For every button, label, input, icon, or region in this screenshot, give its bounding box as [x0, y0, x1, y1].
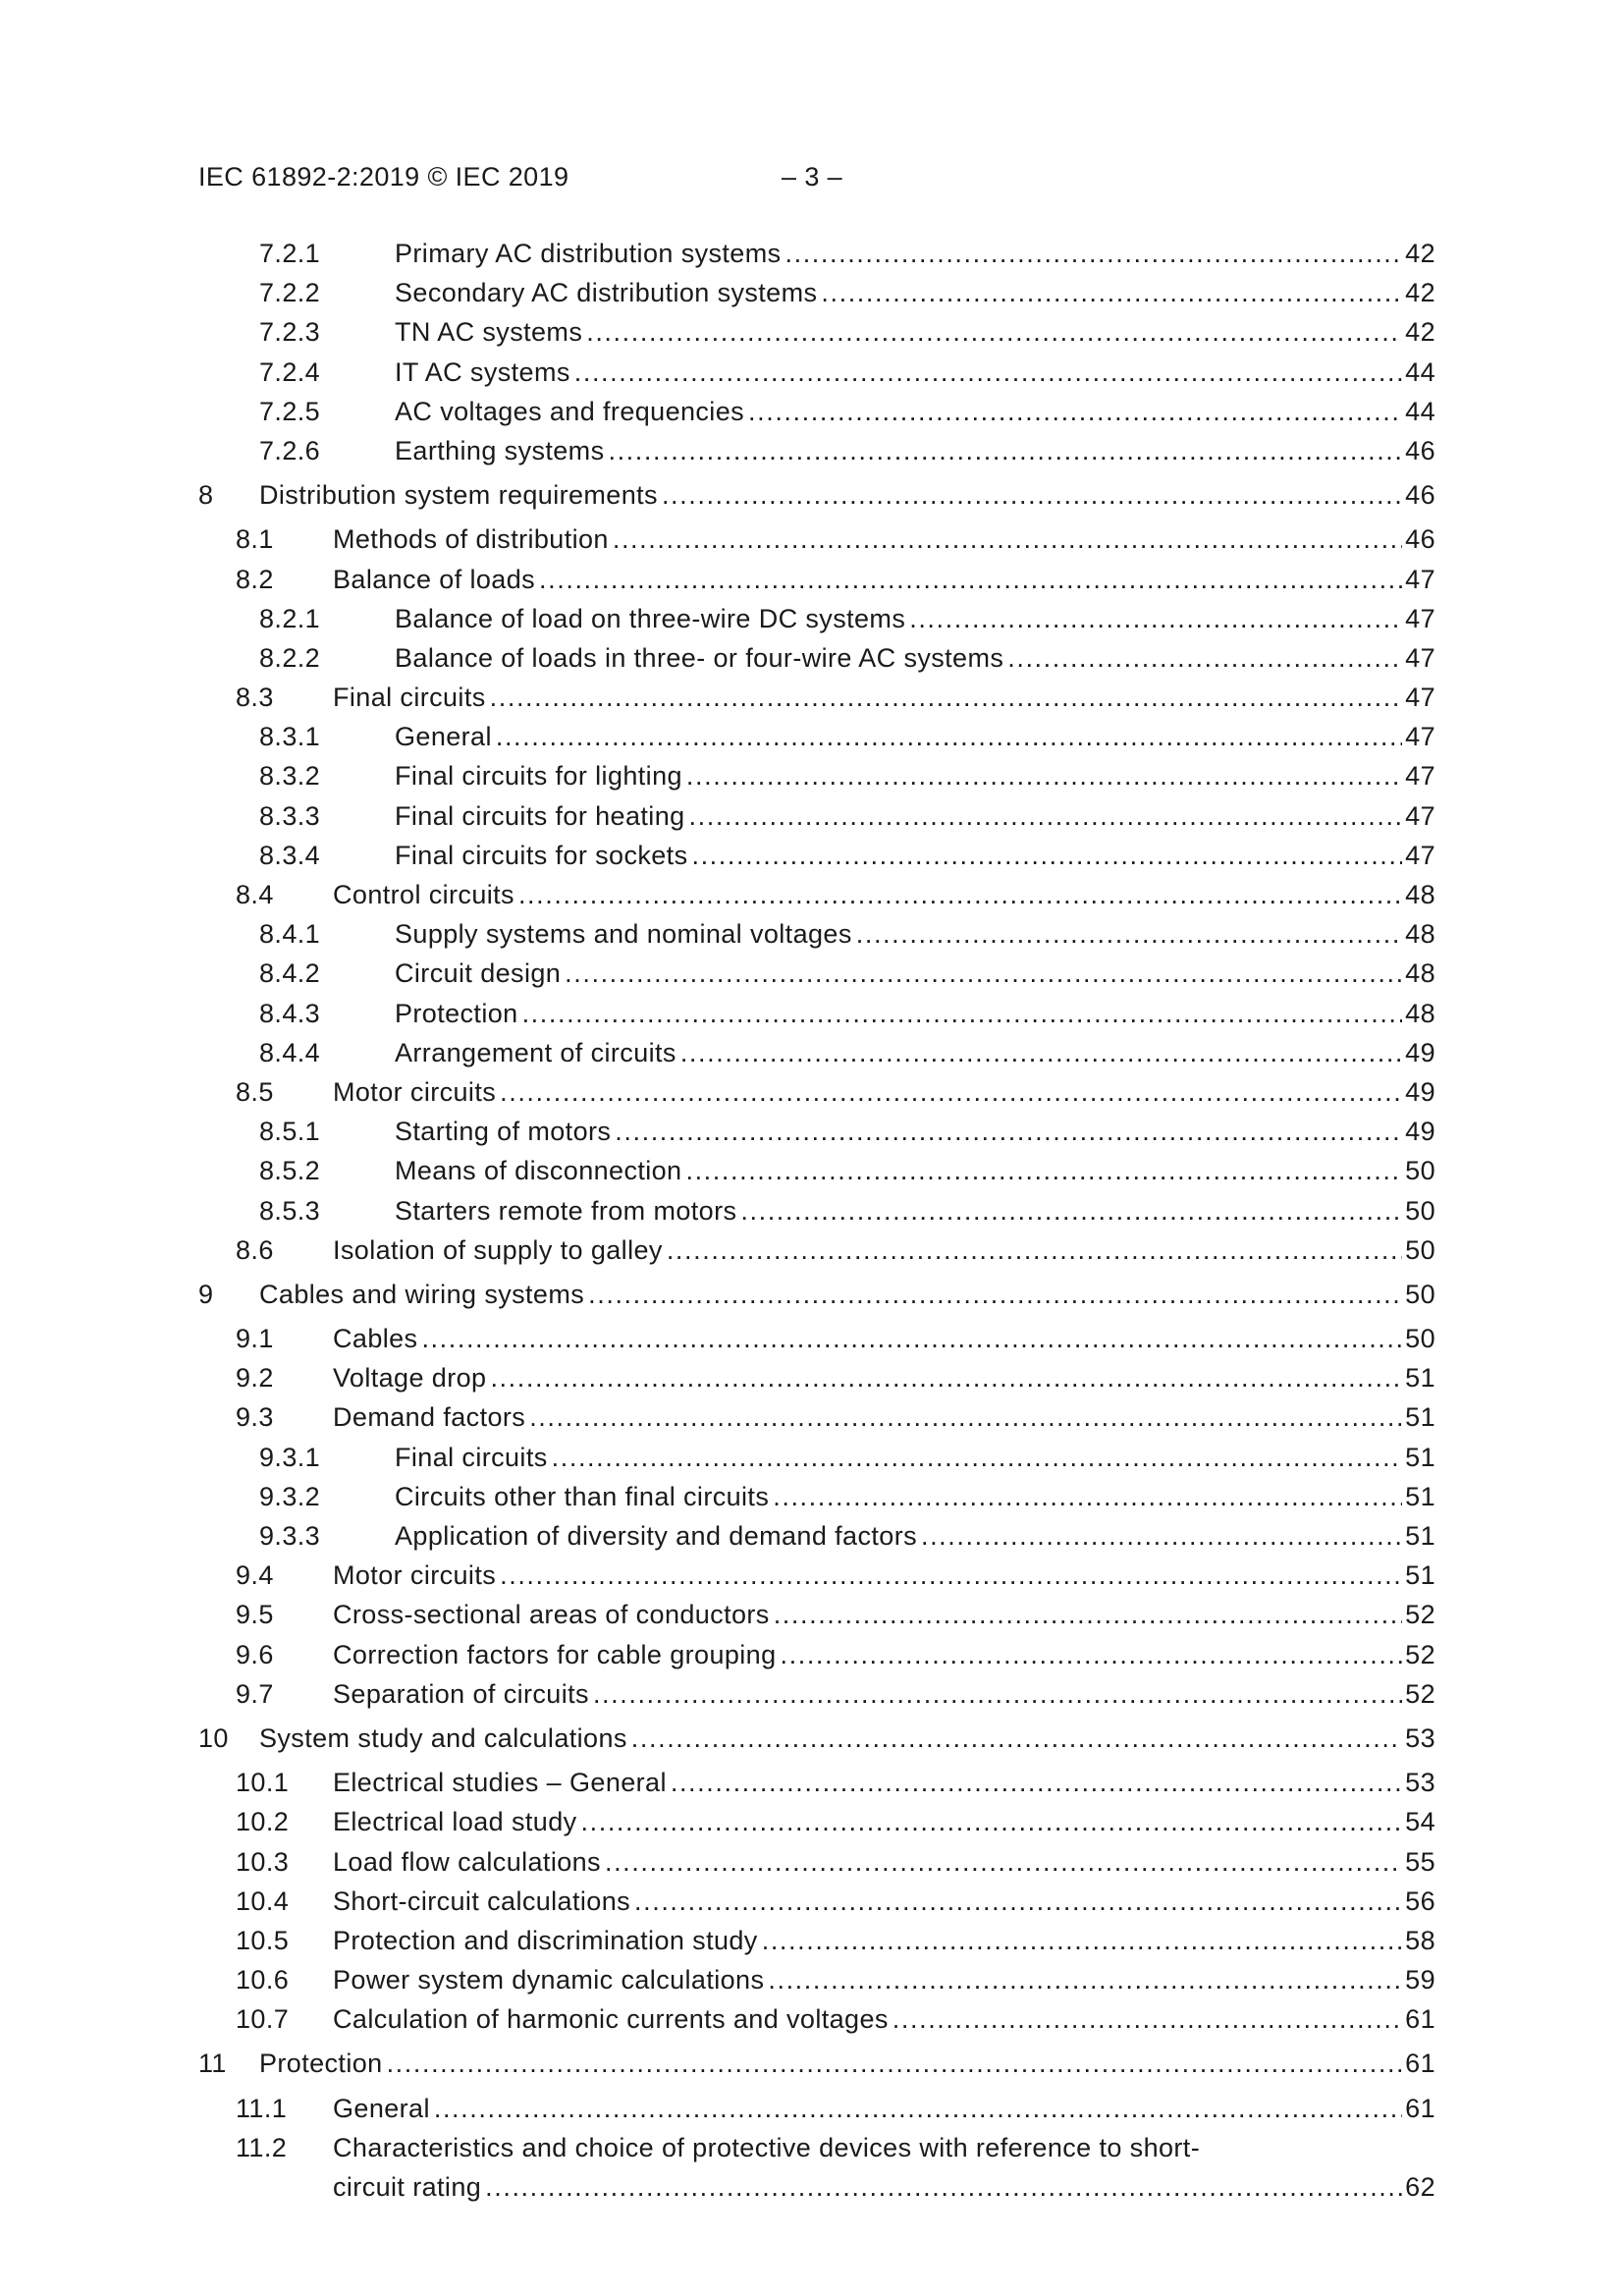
- dot-leader: [662, 475, 1402, 515]
- toc-entry-title: Arrangement of circuits: [395, 1033, 680, 1072]
- toc-entry-page: 50: [1405, 1195, 1435, 1226]
- toc-entry[interactable]: [0, 1275, 1623, 1314]
- dot-leader: [529, 1397, 1402, 1437]
- dot-leader: [631, 1719, 1402, 1758]
- toc-entry-title: Circuits other than final circuits: [395, 1477, 773, 1516]
- toc-entry[interactable]: [0, 2044, 1623, 2083]
- toc-entry[interactable]: [0, 954, 1623, 993]
- toc-entry-title: Separation of circuits: [333, 1674, 593, 1714]
- toc-entry-title: TN AC systems: [395, 312, 586, 352]
- toc-entry[interactable]: [0, 431, 1623, 470]
- dot-leader: [434, 2089, 1402, 2128]
- dot-leader: [490, 1358, 1402, 1397]
- toc-entry-page: 49: [1405, 1117, 1435, 1147]
- toc-entry-page: 61: [1405, 2093, 1435, 2123]
- toc-entry-title: Final circuits for heating: [395, 796, 689, 836]
- toc-entry-leader: [333, 1397, 1435, 1437]
- toc-entry-title: Control circuits: [333, 875, 518, 914]
- toc-entry-page: 46: [1405, 480, 1435, 511]
- dot-leader: [518, 875, 1402, 914]
- toc-entry-title: Motor circuits: [333, 1072, 500, 1112]
- toc-entry-number: 9.3.2: [259, 1481, 321, 1511]
- toc-entry-leader: [333, 1358, 1435, 1397]
- toc-entry[interactable]: [0, 1556, 1623, 1595]
- dot-leader: [421, 1319, 1402, 1358]
- dot-leader: [768, 1960, 1402, 1999]
- toc-entry-title: General: [333, 2089, 434, 2128]
- toc-entry[interactable]: [0, 392, 1623, 431]
- toc-entry-title: Protection: [259, 2044, 387, 2083]
- toc-entry[interactable]: [0, 1763, 1623, 1802]
- dot-leader: [500, 1556, 1402, 1595]
- toc-entry[interactable]: [0, 1842, 1623, 1882]
- toc-entry-title: Protection: [395, 994, 522, 1033]
- toc-entry-title: Final circuits: [333, 678, 490, 717]
- dot-leader: [856, 914, 1402, 954]
- toc-entry-page: 52: [1405, 1600, 1435, 1630]
- toc-entry-title: System study and calculations: [259, 1719, 631, 1758]
- toc-entry[interactable]: [0, 1674, 1623, 1714]
- toc-entry-number: 11: [198, 2049, 227, 2079]
- toc-entry-number: 8.4.1: [259, 919, 321, 950]
- toc-entry-title: Electrical studies – General: [333, 1763, 671, 1802]
- dot-leader: [581, 1802, 1403, 1841]
- toc-entry-page: 51: [1405, 1560, 1435, 1591]
- toc-entry-leader: [395, 312, 1435, 352]
- toc-entry-leader: [395, 994, 1435, 1033]
- toc-entry-title: Secondary AC distribution systems: [395, 273, 821, 312]
- toc-entry-leader: [395, 1191, 1435, 1230]
- toc-entry-number: 10.1: [236, 1768, 290, 1798]
- toc-entry-leader: [395, 1438, 1435, 1477]
- toc-entry-number: 9.3.3: [259, 1521, 321, 1551]
- dot-leader: [634, 1882, 1402, 1921]
- toc-entry-page: 42: [1405, 239, 1435, 268]
- toc-entry[interactable]: [0, 1719, 1623, 1758]
- toc-entry-page: 44: [1405, 356, 1435, 387]
- toc-entry-title: Correction factors for cable grouping: [333, 1635, 781, 1674]
- toc-entry-leader: [333, 1230, 1435, 1270]
- toc-entry[interactable]: [0, 994, 1623, 1033]
- toc-entry[interactable]: [0, 353, 1623, 392]
- toc-entry-number: 8.5.2: [259, 1156, 321, 1186]
- toc-entry-leader: [395, 1033, 1435, 1072]
- toc-entry-leader: [333, 1960, 1435, 1999]
- toc-entry-leader: [395, 431, 1435, 470]
- toc-entry-title: Means of disconnection: [395, 1151, 685, 1190]
- toc-entry-title: Final circuits for sockets: [395, 836, 691, 875]
- toc-entry-page: 59: [1405, 1965, 1435, 1995]
- toc-entry-page: 53: [1405, 1722, 1435, 1753]
- dot-leader: [785, 234, 1403, 273]
- toc-entry-page: 51: [1405, 1363, 1435, 1394]
- toc-entry-page: 46: [1405, 524, 1435, 555]
- toc-entry-leader: [333, 1842, 1435, 1882]
- toc-entry-number: 10.5: [236, 1925, 290, 1955]
- toc-entry-leader: [333, 1595, 1435, 1634]
- toc-entry[interactable]: [0, 914, 1623, 954]
- toc-entry-page: 50: [1405, 1234, 1435, 1265]
- toc-entry-page: 55: [1405, 1846, 1435, 1877]
- toc-entry-page: 44: [1405, 396, 1435, 426]
- toc-entry-number: 8.2: [236, 564, 274, 594]
- toc-entry-leader: [395, 638, 1435, 678]
- toc-entry-page: 51: [1405, 1521, 1435, 1551]
- toc-entry-title: Protection and discrimination study: [333, 1921, 762, 1960]
- toc-entry-page: 51: [1405, 1481, 1435, 1511]
- toc-entry[interactable]: [0, 756, 1623, 795]
- toc-entry-leader: [395, 392, 1435, 431]
- toc-entry-page: 47: [1405, 722, 1435, 752]
- toc-entry-title: Balance of load on three-wire DC systems: [395, 599, 909, 638]
- dot-leader: [893, 1999, 1402, 2039]
- toc-entry[interactable]: [0, 2089, 1623, 2128]
- toc-entry-leader: [395, 273, 1435, 312]
- toc-entry[interactable]: [0, 1960, 1623, 1999]
- toc-entry-number: 8.3.3: [259, 800, 321, 831]
- toc-entry-leader: [395, 914, 1435, 954]
- toc-entry-title: Cross-sectional areas of conductors: [333, 1595, 774, 1634]
- toc-entry-title: Cables and wiring systems: [259, 1275, 588, 1314]
- toc-entry-number: 9.6: [236, 1639, 274, 1669]
- toc-entry-page: 47: [1405, 603, 1435, 633]
- dot-leader: [774, 1595, 1402, 1634]
- toc-entry[interactable]: [0, 1882, 1623, 1921]
- toc-entry[interactable]: [0, 1151, 1623, 1190]
- toc-entry-page: 47: [1405, 564, 1435, 594]
- toc-entry-number: 10.2: [236, 1807, 290, 1837]
- toc-entry-leader: [333, 1674, 1435, 1714]
- toc-entry-number: 8.5: [236, 1076, 274, 1107]
- toc-entry-title: Final circuits for lighting: [395, 756, 686, 795]
- toc-entry-number: 8: [198, 480, 214, 511]
- toc-entry-number: 8.6: [236, 1234, 274, 1265]
- dot-leader: [762, 1921, 1402, 1960]
- dot-leader: [608, 431, 1402, 470]
- toc-entry-page: 52: [1405, 1639, 1435, 1669]
- toc-entry-number: 8.5.3: [259, 1195, 321, 1226]
- toc-entry-page: 53: [1405, 1768, 1435, 1798]
- toc-entry-page: 51: [1405, 1442, 1435, 1472]
- toc-entry-page: 49: [1405, 1037, 1435, 1067]
- toc-entry[interactable]: [0, 599, 1623, 638]
- toc-entry-number: 7.2.4: [259, 356, 321, 387]
- dot-leader: [615, 1112, 1402, 1151]
- dot-leader: [496, 717, 1402, 756]
- toc-entry-number: 8.2.2: [259, 642, 321, 673]
- toc-entry-number: 8.4.3: [259, 998, 321, 1028]
- dot-leader: [689, 796, 1403, 836]
- dot-leader: [588, 1275, 1402, 1314]
- toc-entry-page: 47: [1405, 642, 1435, 673]
- toc-entry-number: 8.2.1: [259, 603, 321, 633]
- toc-entry-leader: [333, 1763, 1435, 1802]
- toc-entry-title: Isolation of supply to galley: [333, 1230, 667, 1270]
- toc-entry-number: 8.4: [236, 880, 274, 909]
- toc-entry-page: 52: [1405, 1678, 1435, 1709]
- toc-entry[interactable]: [0, 1397, 1623, 1437]
- toc-entry[interactable]: [0, 234, 1623, 273]
- toc-entry-leader: [333, 1802, 1435, 1841]
- toc-entry-page: 56: [1405, 1886, 1435, 1916]
- toc-entry[interactable]: [0, 1358, 1623, 1397]
- toc-entry-number: 9.5: [236, 1600, 274, 1630]
- toc-entry-number: 7.2.3: [259, 317, 321, 348]
- toc-entry-page: 62: [1405, 2171, 1435, 2202]
- toc-entry-leader: [395, 1477, 1435, 1516]
- toc-entry-page: 47: [1405, 761, 1435, 792]
- toc-entry[interactable]: [0, 717, 1623, 756]
- toc-entry-leader: [395, 836, 1435, 875]
- toc-entry-title: Methods of distribution: [333, 519, 613, 559]
- dot-leader: [686, 756, 1402, 795]
- toc-entry[interactable]: [0, 312, 1623, 352]
- toc-entry[interactable]: [0, 1999, 1623, 2039]
- toc-entry-number: 10.4: [236, 1886, 290, 1916]
- toc-entry-leader: [395, 599, 1435, 638]
- toc-entry[interactable]: [0, 1635, 1623, 1674]
- toc-entry[interactable]: [0, 560, 1623, 599]
- toc-entry-title: Application of diversity and demand factors: [395, 1516, 921, 1556]
- toc-entry-number: 7.2.1: [259, 239, 321, 268]
- toc-entry-page: 58: [1405, 1925, 1435, 1955]
- toc-entry[interactable]: [0, 273, 1623, 312]
- toc-entry-title: Voltage drop: [333, 1358, 490, 1397]
- toc-entry-page: 50: [1405, 1324, 1435, 1354]
- toc-entry-page: 48: [1405, 880, 1435, 909]
- dot-leader: [909, 599, 1402, 638]
- toc-entry-number: 9: [198, 1279, 214, 1309]
- toc-entry-title: Supply systems and nominal voltages: [395, 914, 856, 954]
- toc-entry-title: Final circuits: [395, 1438, 552, 1477]
- dot-leader: [605, 1842, 1402, 1882]
- toc-entry-title: Balance of loads in three- or four-wire AC systems: [395, 638, 1007, 678]
- toc-entry-leader: [259, 2044, 1435, 2083]
- toc-entry[interactable]: [0, 1033, 1623, 1072]
- toc-entry[interactable]: [0, 1802, 1623, 1841]
- dot-leader: [667, 1230, 1402, 1270]
- toc-entry-leader: [395, 1516, 1435, 1556]
- toc-entry-leader: [333, 1556, 1435, 1595]
- toc-entry-leader: [333, 519, 1435, 559]
- dot-leader: [490, 678, 1403, 717]
- toc-entry-number: 7.2.5: [259, 396, 321, 426]
- toc-entry-page: 61: [1405, 2004, 1435, 2035]
- toc-entry-number: 9.2: [236, 1363, 274, 1394]
- toc-entry[interactable]: [0, 1230, 1623, 1270]
- toc-entry-title: Short-circuit calculations: [333, 1882, 634, 1921]
- toc-entry-title: Earthing systems: [395, 431, 608, 470]
- toc-entry[interactable]: [0, 1191, 1623, 1230]
- toc-entry-leader: [259, 1275, 1435, 1314]
- toc-entry[interactable]: [0, 1112, 1623, 1151]
- toc-entry-leader: [395, 756, 1435, 795]
- toc-entry-title-continuation: circuit rating: [333, 2167, 485, 2207]
- toc-entry-leader: [395, 954, 1435, 993]
- toc-entry-leader: [333, 875, 1435, 914]
- dot-leader: [680, 1033, 1402, 1072]
- toc-entry-leader: [333, 1319, 1435, 1358]
- toc-entry-leader: [333, 2167, 1435, 2207]
- toc-entry[interactable]: [0, 1072, 1623, 1112]
- toc-entry-page: 49: [1405, 1076, 1435, 1107]
- toc-entry[interactable]: [0, 638, 1623, 678]
- toc-entry-page: 48: [1405, 958, 1435, 989]
- toc-entry-leader: [259, 475, 1435, 515]
- toc-entry-title: AC voltages and frequencies: [395, 392, 748, 431]
- toc-entry[interactable]: [0, 1595, 1623, 1634]
- toc-entry-number: 8.4.4: [259, 1037, 321, 1067]
- dot-leader: [671, 1763, 1402, 1802]
- toc-entry-number: 9.3.1: [259, 1442, 321, 1472]
- toc-entry[interactable]: [0, 519, 1623, 559]
- toc-entry-number: 11.1: [236, 2093, 288, 2123]
- toc-entry-leader: [333, 1635, 1435, 1674]
- toc-entry-leader: [259, 1719, 1435, 1758]
- dot-leader: [485, 2167, 1402, 2207]
- dot-leader: [821, 273, 1402, 312]
- toc-entry[interactable]: [0, 2128, 1623, 2207]
- toc-entry-page: 51: [1405, 1402, 1435, 1433]
- toc-entry-leader: [333, 1882, 1435, 1921]
- dot-leader: [539, 560, 1402, 599]
- toc-entry-title: Circuit design: [395, 954, 565, 993]
- toc-entry-leader: [395, 717, 1435, 756]
- toc-entry-number: 9.4: [236, 1560, 274, 1591]
- dot-leader: [500, 1072, 1402, 1112]
- toc-entry[interactable]: [0, 1438, 1623, 1477]
- toc-entry-leader: [333, 560, 1435, 599]
- dot-leader: [593, 1674, 1402, 1714]
- toc-entry-title: Balance of loads: [333, 560, 539, 599]
- toc-entry[interactable]: [0, 1319, 1623, 1358]
- toc-entry-title: General: [395, 717, 496, 756]
- toc-entry-title: IT AC systems: [395, 353, 574, 392]
- toc-entry-title: Starting of motors: [395, 1112, 615, 1151]
- toc-entry-number: 7.2.2: [259, 278, 321, 308]
- toc-entry[interactable]: [0, 475, 1623, 515]
- toc-entry-number: 8.1: [236, 524, 274, 555]
- table-of-contents: [0, 234, 1623, 2207]
- toc-entry-number: 9.3: [236, 1402, 274, 1433]
- toc-entry-leader: [333, 678, 1435, 717]
- toc-entry-leader: [333, 2089, 1435, 2128]
- toc-entry-title: Starters remote from motors: [395, 1191, 740, 1230]
- toc-entry-leader: [395, 234, 1435, 273]
- toc-entry-page: 46: [1405, 435, 1435, 465]
- toc-entry-number: 10.6: [236, 1965, 290, 1995]
- toc-entry-page: 50: [1405, 1279, 1435, 1309]
- dot-leader: [740, 1191, 1402, 1230]
- dot-leader: [387, 2044, 1403, 2083]
- toc-entry-page: 47: [1405, 840, 1435, 870]
- toc-entry-page: 47: [1405, 800, 1435, 831]
- document-id: IEC 61892-2:2019 © IEC 2019: [198, 162, 569, 191]
- page-header: [198, 157, 1435, 196]
- toc-entry-leader: [333, 1921, 1435, 1960]
- toc-entry-leader: [333, 1999, 1435, 2039]
- toc-entry-page: 61: [1405, 2049, 1435, 2079]
- toc-entry-page: 48: [1405, 998, 1435, 1028]
- dot-leader: [586, 312, 1402, 352]
- toc-entry-number: 8.3.2: [259, 761, 321, 792]
- dot-leader: [522, 994, 1403, 1033]
- dot-leader: [574, 353, 1402, 392]
- toc-entry[interactable]: [0, 836, 1623, 875]
- toc-entry[interactable]: [0, 678, 1623, 717]
- toc-entry-number: 10: [198, 1722, 229, 1753]
- dot-leader: [921, 1516, 1402, 1556]
- toc-entry-title: Electrical load study: [333, 1802, 581, 1841]
- toc-entry-number: 7.2.6: [259, 435, 321, 465]
- dot-leader: [691, 836, 1402, 875]
- toc-entry[interactable]: [0, 875, 1623, 914]
- toc-entry-leader: [395, 1151, 1435, 1190]
- toc-entry-title: Power system dynamic calculations: [333, 1960, 768, 1999]
- toc-entry-page: 42: [1405, 278, 1435, 308]
- toc-entry-page: 47: [1405, 683, 1435, 713]
- dot-leader: [565, 954, 1402, 993]
- toc-entry-number: 8.3.4: [259, 840, 321, 870]
- toc-entry-number: 8.3: [236, 683, 274, 713]
- toc-entry[interactable]: [0, 1516, 1623, 1556]
- toc-entry-leader: [333, 1072, 1435, 1112]
- dot-leader: [773, 1477, 1402, 1516]
- dot-leader: [781, 1635, 1403, 1674]
- toc-entry[interactable]: [0, 796, 1623, 836]
- toc-entry-title: Calculation of harmonic currents and voltages: [333, 1999, 893, 2039]
- toc-entry-number: 11.2: [236, 2132, 288, 2162]
- toc-entry-number: 9.7: [236, 1678, 274, 1709]
- toc-entry-title: Cables: [333, 1319, 421, 1358]
- toc-entry-number: 10.7: [236, 2004, 290, 2035]
- toc-entry-page: 50: [1405, 1156, 1435, 1186]
- dot-leader: [685, 1151, 1402, 1190]
- toc-entry-number: 10.3: [236, 1846, 290, 1877]
- toc-entry-title: Demand factors: [333, 1397, 529, 1437]
- toc-entry-page: 54: [1405, 1807, 1435, 1837]
- dot-leader: [552, 1438, 1403, 1477]
- toc-entry-number: 8.3.1: [259, 722, 321, 752]
- toc-entry-page: 48: [1405, 919, 1435, 950]
- toc-entry-number: 8.5.1: [259, 1117, 321, 1147]
- toc-entry-title: Characteristics and choice of protective devices with reference to short-: [333, 2132, 1201, 2162]
- toc-entry-number: 9.1: [236, 1324, 274, 1354]
- toc-entry-title: Primary AC distribution systems: [395, 234, 785, 273]
- toc-entry[interactable]: [0, 1921, 1623, 1960]
- toc-entry[interactable]: [0, 1477, 1623, 1516]
- toc-entry-leader: [395, 353, 1435, 392]
- dot-leader: [1007, 638, 1402, 678]
- dot-leader: [613, 519, 1402, 559]
- toc-entry-title: Distribution system requirements: [259, 475, 662, 515]
- dot-leader: [748, 392, 1402, 431]
- toc-entry-leader: [395, 796, 1435, 836]
- toc-entry-number: 8.4.2: [259, 958, 321, 989]
- toc-entry-title: Load flow calculations: [333, 1842, 605, 1882]
- toc-entry-page: 42: [1405, 317, 1435, 348]
- toc-entry-leader: [395, 1112, 1435, 1151]
- page-number: – 3 –: [782, 162, 843, 191]
- toc-entry-title: Motor circuits: [333, 1556, 500, 1595]
